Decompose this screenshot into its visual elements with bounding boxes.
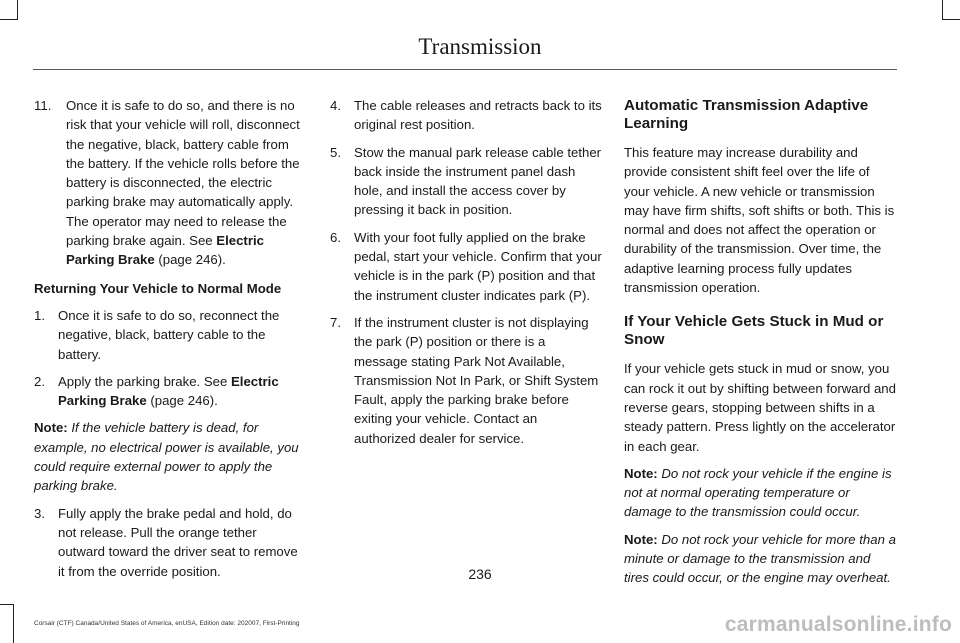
header-divider <box>33 69 897 70</box>
step-text: Once it is safe to do so, and there is no risk that your vehicle will roll, disconnect the negative, black, battery cable from the battery. If the vehicle rolls before the battery is disconnected, the electric parking brake may automatically apply. The operator may need to release the parking brake again. See <box>66 98 300 249</box>
step-text: The cable releases and retracts back to its original rest position. <box>354 98 602 133</box>
note-label: Note: <box>624 531 658 547</box>
subheading-normal-mode: Returning Your Vehicle to Normal Mode <box>34 280 282 296</box>
step-text: Stow the manual park release cable tether back inside the instrument panel dash hole, and install the access cover by pressing it back in position. <box>354 144 602 218</box>
crop-mark-top-right-h <box>942 19 960 20</box>
step-number: 11. <box>34 98 52 113</box>
crop-mark-bottom-left-h <box>0 604 13 605</box>
paragraph-stuck: If your vehicle gets stuck in mud or snow, you can rock it out by shifting between forward and reverse gears, stopping between shifts in a steady pattern. Press lightly on the accelerator in each gear. <box>624 361 896 454</box>
note-text: Do not rock your vehicle for more than a minute or damage to the transmission and tires could occur, or the engine may overheat. <box>624 531 896 586</box>
crop-mark-top-right-v <box>942 0 943 19</box>
note-label: Note: <box>624 465 658 481</box>
step-5 <box>330 143 602 220</box>
page-title: Transmission <box>418 34 542 59</box>
step-number: 6. <box>330 229 341 245</box>
page-reference: (page 246). <box>146 393 218 409</box>
step-1 <box>34 306 306 364</box>
step-4 <box>330 96 602 135</box>
crop-mark-top-left-v <box>17 0 18 19</box>
note <box>624 464 896 522</box>
step-6 <box>330 228 602 305</box>
crop-mark-bottom-left-v <box>13 604 14 643</box>
cross-reference-link[interactable]: Electric Parking Brake <box>66 233 264 268</box>
page-number: 236 <box>468 566 492 582</box>
step-text: If the instrument cluster is not displaying the park (P) position or there is a message stating Park Not Available, Transmission Not In Park, or Shift System Fault, apply the parking brake before exiting your vehicle. Contact an authorized dealer for service. <box>354 314 599 446</box>
column-middle <box>330 96 602 456</box>
watermark: carmanualsonline.info <box>724 613 952 636</box>
step-text: With your foot fully applied on the brake pedal, start your vehicle. Confirm that your vehicle is in the park (P) position and that the instrument cluster indicates park (P). <box>354 229 602 303</box>
section-heading-stuck: If Your Vehicle Gets Stuck in Mud or Snow <box>624 313 884 349</box>
step-7 <box>330 313 602 448</box>
step-number: 7. <box>330 314 341 330</box>
step-number: 3. <box>34 505 45 521</box>
section-heading-adaptive-learning: Automatic Transmission Adaptive Learning <box>624 97 869 132</box>
step-text: Apply the parking brake. See <box>58 373 232 389</box>
step-number: 2. <box>34 373 45 389</box>
cross-reference-link[interactable]: Electric Parking Brake <box>58 373 279 409</box>
step-text: Once it is safe to do so, reconnect the negative, black, battery cable to the battery. <box>58 307 280 362</box>
note-text: If the vehicle battery is dead, for example, no electrical power is available, you could require external power to apply the parking brake. <box>34 420 299 494</box>
column-right <box>624 96 896 596</box>
paragraph-adaptive-learning: This feature may increase durability and provide consistent shift feel over the life of your vehicle. A new vehicle or transmission may have firm shifts, soft shifts or both. This is normal and does not affect the operation or durability of the transmission. Over time, the adaptive learning process fully updates transmission operation. <box>624 145 895 296</box>
step-text: Fully apply the brake pedal and hold, do not release. Pull the orange tether outward toward the driver seat to remove it from the override position. <box>58 505 298 579</box>
column-left <box>34 96 306 589</box>
step-11 <box>34 96 306 270</box>
step-number: 4. <box>330 98 341 113</box>
note-text: Do not rock your vehicle if the engine is not at normal operating temperature or damage to the transmission could occur. <box>624 465 892 520</box>
crop-mark-top-left-h <box>0 19 18 20</box>
step-2 <box>34 372 306 411</box>
note-label: Note: <box>34 420 68 436</box>
step-number: 1. <box>34 307 45 323</box>
note <box>34 418 306 495</box>
page-reference: (page 246). <box>154 252 226 268</box>
edition-footer: Corsair (CTF) Canada/United States of America, enUSA, Edition date: 202007, First-Printing <box>34 620 300 627</box>
step-number: 5. <box>330 144 341 160</box>
